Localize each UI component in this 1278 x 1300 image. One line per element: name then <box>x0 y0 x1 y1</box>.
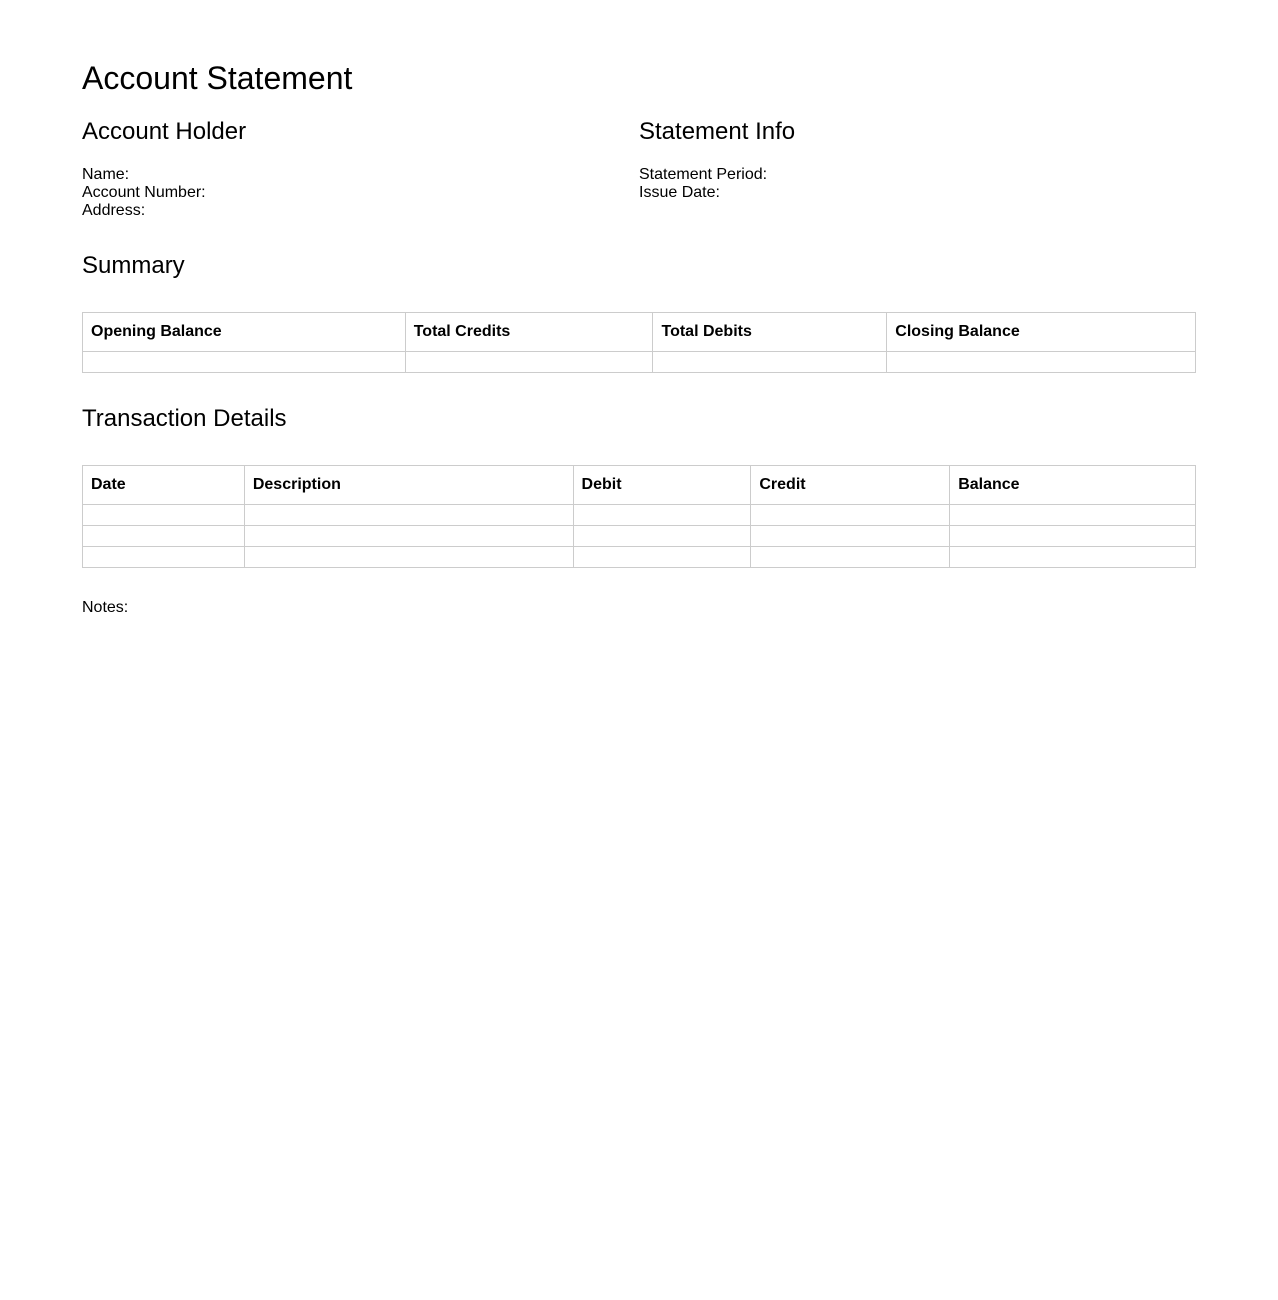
table-row <box>83 526 1196 547</box>
date-cell <box>83 547 245 568</box>
total-debits-header: Total Debits <box>653 313 887 352</box>
description-cell <box>244 526 573 547</box>
statement-period-label: Statement Period: <box>639 166 768 183</box>
opening-balance-header: Opening Balance <box>83 313 406 352</box>
total-credits-cell <box>405 352 653 373</box>
page-title: Account Statement <box>82 60 353 96</box>
date-header: Date <box>83 466 245 505</box>
opening-balance-cell <box>83 352 406 373</box>
notes-label: Notes: <box>82 599 129 616</box>
table-row <box>83 352 1196 373</box>
summary-section <box>82 252 1196 373</box>
account-holder-heading: Account Holder <box>82 118 247 145</box>
summary-header-row <box>83 313 1196 352</box>
credit-header: Credit <box>751 466 950 505</box>
table-row <box>83 547 1196 568</box>
date-cell <box>83 526 245 547</box>
date-cell <box>83 505 245 526</box>
address-label: Address: <box>82 202 146 219</box>
closing-balance-cell <box>887 352 1196 373</box>
description-cell <box>244 547 573 568</box>
transactions-header-row <box>83 466 1196 505</box>
credit-cell <box>751 547 950 568</box>
credit-cell <box>751 526 950 547</box>
statement-info-heading: Statement Info <box>639 118 796 145</box>
debit-header: Debit <box>573 466 751 505</box>
transactions-table <box>82 465 1196 568</box>
transactions-section <box>82 405 1196 568</box>
debit-cell <box>573 505 751 526</box>
debit-cell <box>573 547 751 568</box>
name-label: Name: <box>82 166 130 183</box>
total-debits-cell <box>653 352 887 373</box>
total-credits-header: Total Credits <box>405 313 653 352</box>
table-row <box>83 505 1196 526</box>
credit-cell <box>751 505 950 526</box>
transactions-heading: Transaction Details <box>82 405 287 432</box>
account-holder-section <box>82 118 639 220</box>
summary-table <box>82 312 1196 373</box>
balance-cell <box>950 547 1196 568</box>
statement-info-section <box>639 118 1196 220</box>
closing-balance-header: Closing Balance <box>887 313 1196 352</box>
debit-cell <box>573 526 751 547</box>
balance-header: Balance <box>950 466 1196 505</box>
summary-heading: Summary <box>82 252 185 279</box>
description-header: Description <box>244 466 573 505</box>
description-cell <box>244 505 573 526</box>
account-number-label: Account Number: <box>82 184 206 201</box>
issue-date-label: Issue Date: <box>639 184 720 201</box>
balance-cell <box>950 505 1196 526</box>
balance-cell <box>950 526 1196 547</box>
